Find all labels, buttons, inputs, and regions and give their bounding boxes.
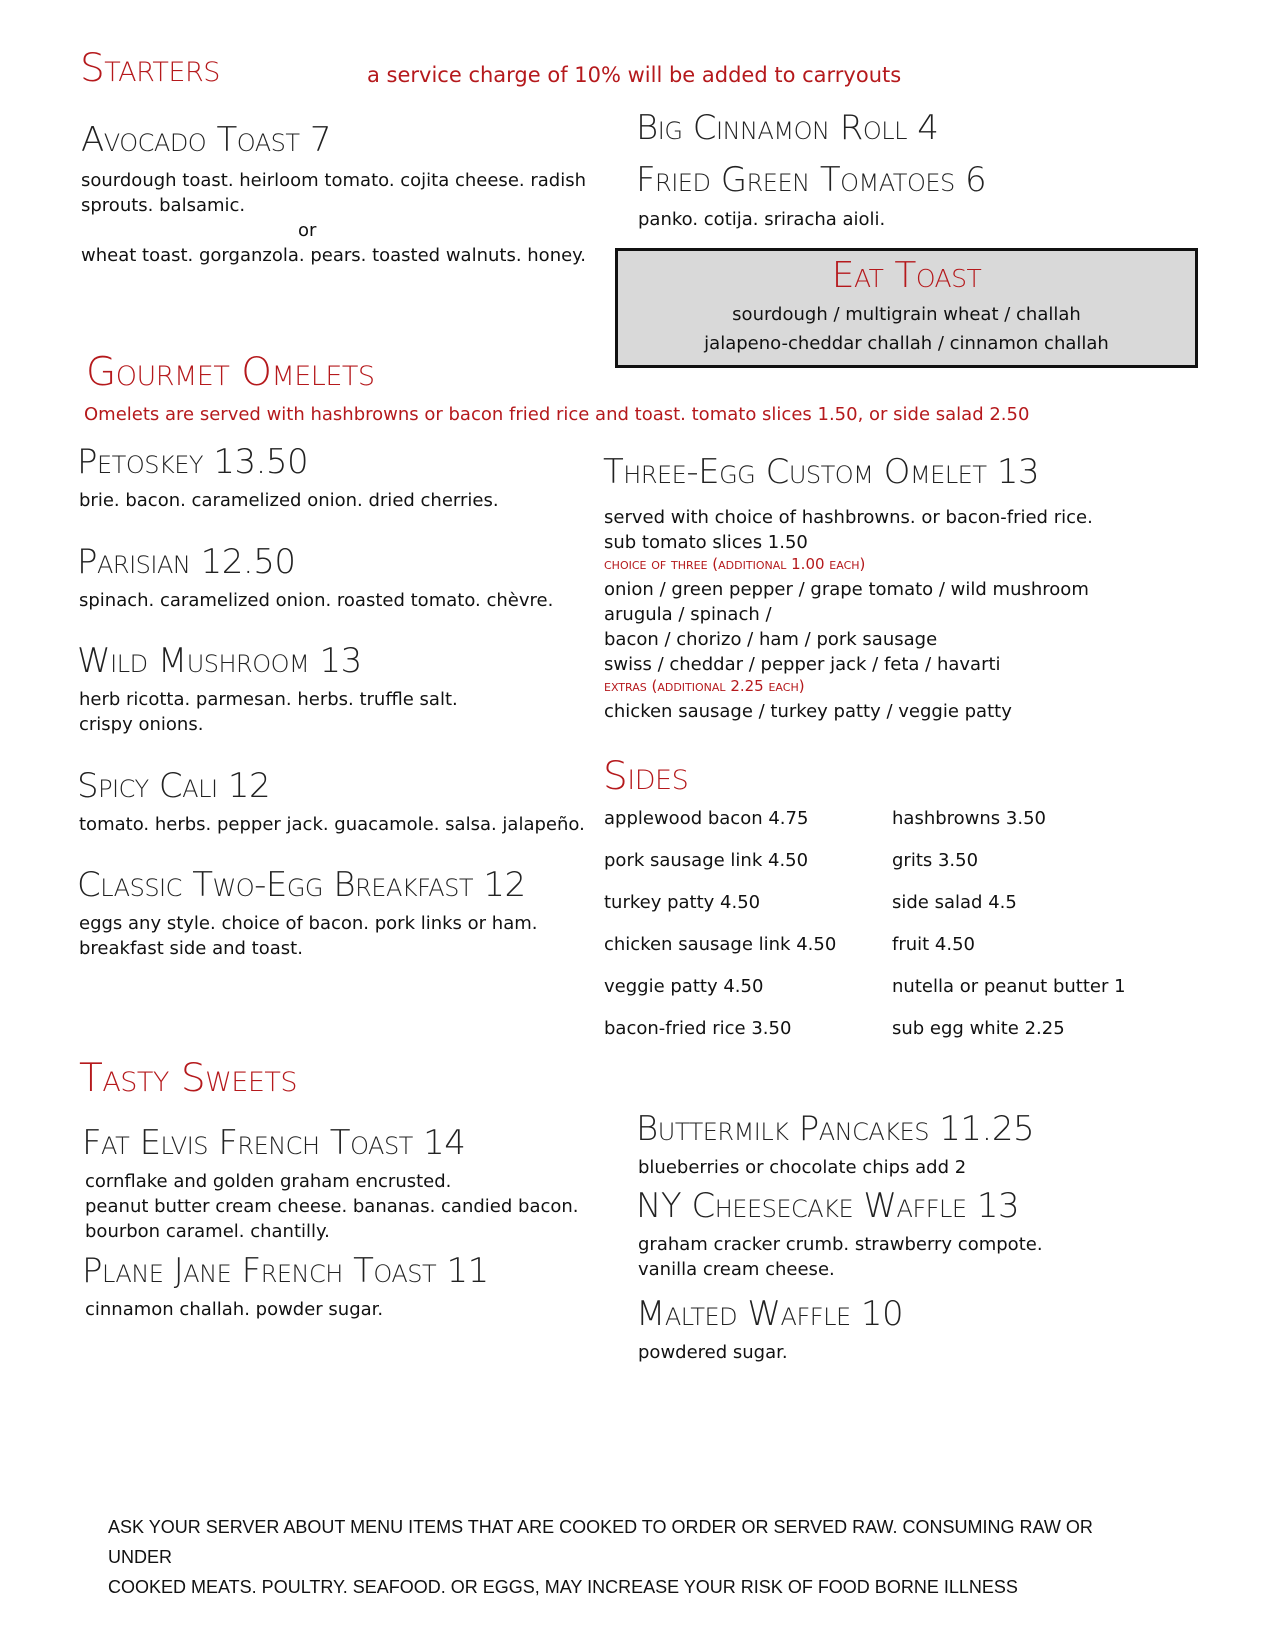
custom-omelet-title: Three-Egg Custom Omelet 13 xyxy=(603,452,1040,492)
fat-elvis-title: Fat Elvis French Toast 14 xyxy=(82,1123,466,1163)
avocado-toast-desc-1: sourdough toast. heirloom tomato. cojita cheese. radish xyxy=(81,170,586,191)
side-item: chicken sausage link 4.50 xyxy=(604,934,837,955)
side-item: side salad 4.5 xyxy=(892,892,1017,913)
malted-waffle-desc: powdered sugar. xyxy=(638,1342,788,1363)
disclaimer-line-2: COOKED MEATS. POULTRY. SEAFOOD. OR EGGS, MAY INCREASE YOUR RISK OF FOOD BORNE ILLNESS xyxy=(108,1577,1018,1597)
eat-toast-heading: Eat Toast xyxy=(831,255,982,296)
custom-omelet-cheese: swiss / cheddar / pepper jack / feta / havarti xyxy=(604,654,1001,675)
avocado-toast-desc-3: wheat toast. gorganzola. pears. toasted walnuts. honey. xyxy=(81,245,586,266)
wild-mushroom-title: Wild Mushroom 13 xyxy=(77,641,362,681)
side-item: bacon-fried rice 3.50 xyxy=(604,1018,792,1039)
custom-omelet-veg-1: onion / green pepper / grape tomato / wild mushroom xyxy=(604,579,1089,600)
plane-jane-desc: cinnamon challah. powder sugar. xyxy=(85,1299,384,1320)
sides-heading: Sides xyxy=(603,754,689,799)
eat-toast-breads-1: sourdough / multigrain wheat / challah xyxy=(732,304,1081,325)
fat-elvis-desc-1: cornflake and golden graham encrusted. xyxy=(85,1171,452,1192)
custom-omelet-extras-label: extras (additional 2.25 each) xyxy=(604,677,805,695)
custom-omelet-meat: bacon / chorizo / ham / pork sausage xyxy=(604,629,938,650)
side-item: applewood bacon 4.75 xyxy=(604,808,809,829)
side-item: veggie patty 4.50 xyxy=(604,976,764,997)
wild-mushroom-desc-1: herb ricotta. parmesan. herbs. truffle salt. xyxy=(79,689,458,710)
fat-elvis-desc-3: bourbon caramel. chantilly. xyxy=(85,1221,330,1242)
classic-breakfast-desc-1: eggs any style. choice of bacon. pork links or ham. xyxy=(79,913,538,934)
spicy-cali-title: Spicy Cali 12 xyxy=(77,766,271,806)
custom-omelet-veg-2: arugula / spinach / xyxy=(604,604,772,625)
cheesecake-waffle-desc-2: vanilla cream cheese. xyxy=(638,1259,835,1280)
starters-heading: Starters xyxy=(80,46,220,91)
sides-left-list xyxy=(604,808,836,1060)
classic-breakfast-title: Classic Two-Egg Breakfast 12 xyxy=(77,865,526,905)
side-item: grits 3.50 xyxy=(892,850,979,871)
eat-toast-breads-2: jalapeno-cheddar challah / cinnamon challah xyxy=(704,333,1109,354)
classic-breakfast-desc-2: breakfast side and toast. xyxy=(79,938,303,959)
side-item: sub egg white 2.25 xyxy=(892,1018,1065,1039)
cinnamon-roll-title: Big Cinnamon Roll 4 xyxy=(636,108,939,148)
parisian-title: Parisian 12.50 xyxy=(77,542,296,582)
sides-right-list xyxy=(892,808,1126,1060)
wild-mushroom-desc-2: crispy onions. xyxy=(79,714,204,735)
petoskey-title: Petoskey 13.50 xyxy=(77,442,309,482)
fried-green-tomatoes-desc: panko. cotija. sriracha aioli. xyxy=(638,209,886,230)
side-item: nutella or peanut butter 1 xyxy=(892,976,1126,997)
avocado-toast-or: or xyxy=(298,220,317,241)
side-item: hashbrowns 3.50 xyxy=(892,808,1046,829)
parisian-desc: spinach. caramelized onion. roasted tomato. chèvre. xyxy=(79,590,554,611)
spicy-cali-desc: tomato. herbs. pepper jack. guacamole. salsa. jalapeño. xyxy=(79,814,585,835)
disclaimer-line-1: ASK YOUR SERVER ABOUT MENU ITEMS THAT ARE COOKED TO ORDER OR SERVED RAW. CONSUMING RAW OR UNDER xyxy=(108,1517,1093,1567)
side-item: fruit 4.50 xyxy=(892,934,976,955)
service-charge-note: a service charge of 10% will be added to carryouts xyxy=(367,63,902,87)
cheesecake-waffle-title: NY Cheesecake Waffle 13 xyxy=(636,1186,1020,1226)
avocado-toast-desc-2: sprouts. balsamic. xyxy=(81,195,246,216)
cheesecake-waffle-desc-1: graham cracker crumb. strawberry compote. xyxy=(638,1234,1043,1255)
omelets-note: Omelets are served with hashbrowns or bacon fried rice and toast. tomato slices 1.50, or side salad 2.50 xyxy=(84,404,1030,425)
raw-food-disclaimer xyxy=(108,1512,1158,1602)
omelets-heading: Gourmet Omelets xyxy=(86,350,375,395)
pancakes-title: Buttermilk Pancakes 11.25 xyxy=(636,1109,1035,1149)
petoskey-desc: brie. bacon. caramelized onion. dried cherries. xyxy=(79,490,499,511)
malted-waffle-title: Malted Waffle 10 xyxy=(636,1294,904,1334)
pancakes-desc: blueberries or chocolate chips add 2 xyxy=(638,1157,967,1178)
side-item: turkey patty 4.50 xyxy=(604,892,761,913)
side-item: pork sausage link 4.50 xyxy=(604,850,809,871)
eat-toast-box xyxy=(615,248,1198,368)
fried-green-tomatoes-title: Fried Green Tomatoes 6 xyxy=(636,160,987,200)
sweets-heading: Tasty Sweets xyxy=(79,1056,298,1101)
plane-jane-title: Plane Jane French Toast 11 xyxy=(82,1251,489,1291)
custom-omelet-choice-label: choice of three (additional 1.00 each) xyxy=(604,555,866,573)
custom-omelet-extras: chicken sausage / turkey patty / veggie patty xyxy=(604,701,1012,722)
fat-elvis-desc-2: peanut butter cream cheese. bananas. candied bacon. xyxy=(85,1196,579,1217)
avocado-toast-title: Avocado Toast 7 xyxy=(81,120,331,160)
custom-omelet-desc-1: served with choice of hashbrowns. or bacon-fried rice. xyxy=(604,507,1093,528)
custom-omelet-desc-2: sub tomato slices 1.50 xyxy=(604,532,808,553)
